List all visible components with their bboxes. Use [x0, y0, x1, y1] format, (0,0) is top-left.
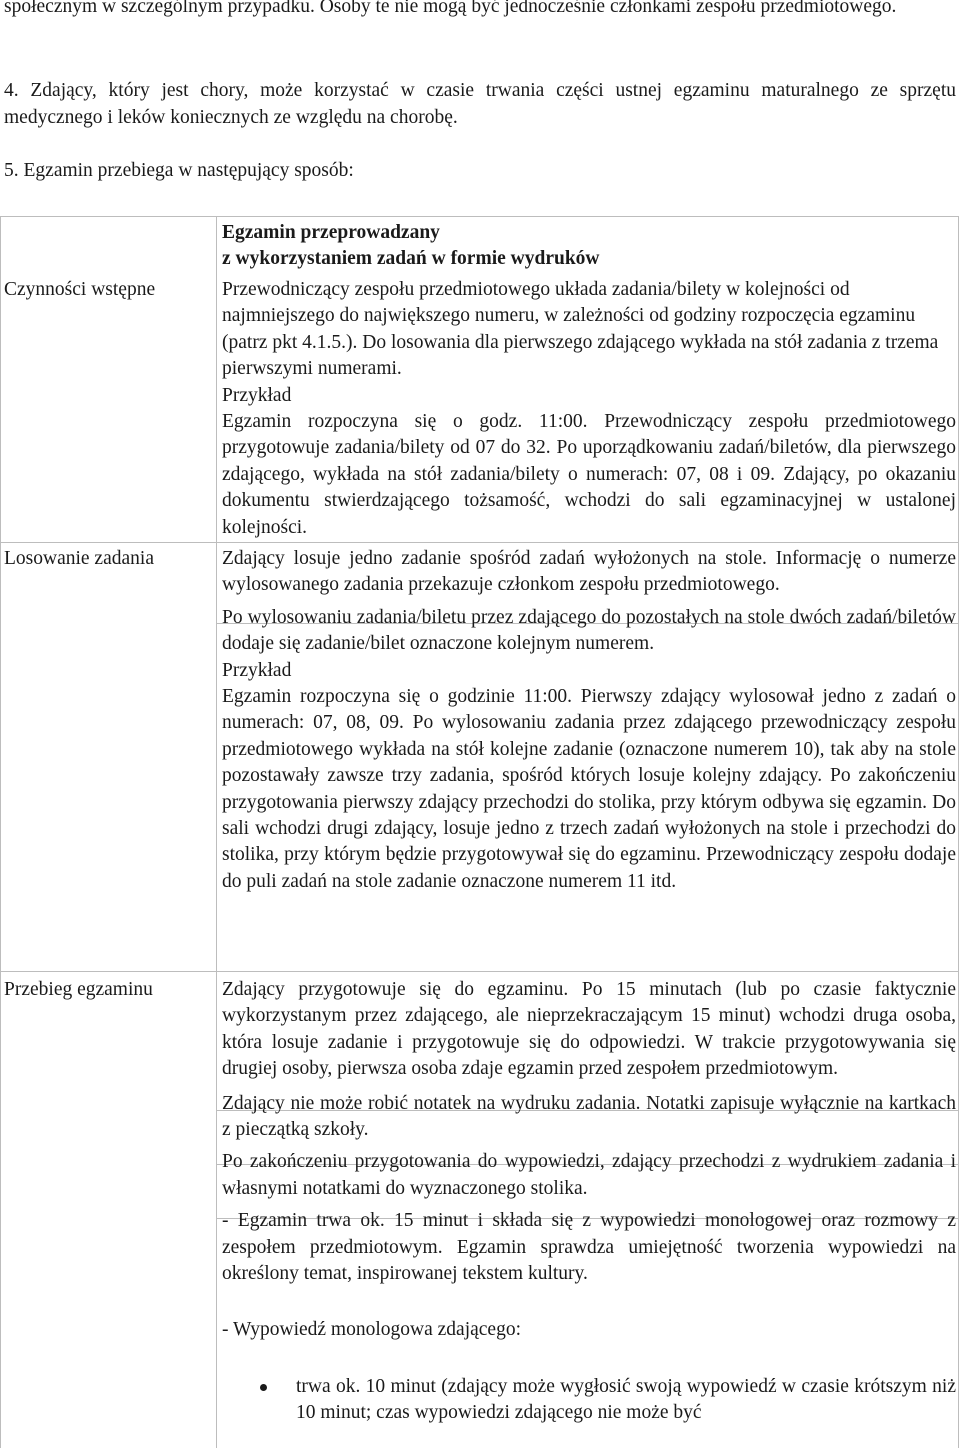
table-border-top: [0, 216, 959, 217]
bullet-list-item: [222, 1374, 956, 1427]
row-1-paragraph-2: Egzamin rozpoczyna się o godz. 11:00. Przewodniczący zespołu przedmiotowego przygotowuje zadania/bilety od 07 do 32. Po uporządkowaniu zadań/biletów, dla pierwszego zdającego, wykłada na stół zadania/bilety o numerach: 07, 08 i 09. Zdający, po okazaniu dokumentu stwierdzającego tożsamość, wchodzi do sali egzaminacyjnej w ustalonej kolejności.: [222, 411, 956, 538]
header-line-2: z wykorzystaniem zadań w formie wydruków: [222, 248, 600, 270]
header-line-1: Egzamin przeprowadzany: [222, 222, 440, 243]
row-1-example-label: Przykład: [222, 384, 292, 406]
row-2-example-label: Przykład: [222, 659, 292, 681]
table-border-right: [958, 216, 959, 1448]
row-2-content: [222, 546, 956, 895]
row-2-paragraph-1: Zdający losuje jedno zadanie spośród zadań wyłożonych na stole. Informację o numerze wylosowanego zadania przekazuje członkom zespołu przedmiotowego.: [222, 548, 956, 596]
row-3-paragraph-4: - Egzamin trwa ok. 15 minut i składa się z wypowiedzi monologowej oraz rozmowy z zespołem przedmiotowym. Egzamin sprawdza umiejętność tworzenia wypowiedzi na określony temat, inspirowanej tekstem kultury.: [222, 1210, 956, 1285]
row-2-paragraph-2: Po wylosowaniu zadania/biletu przez zdającego do pozostałych na stole dwóch zadań/biletów dodaje się zadanie/bilet oznaczone kolejnym numerem.: [222, 606, 956, 655]
row-3-content: [222, 977, 956, 1427]
row-3-paragraph-2: Zdający nie może robić notatek na wydruku zadania. Notatki zapisuje wyłącznie na kartkach z pieczątką szkoły.: [222, 1092, 956, 1141]
row-label-losowanie-zadania: Losowanie zadania: [4, 548, 154, 569]
bullet-dot-icon: [260, 1384, 267, 1391]
bullet-1-text: trwa ok. 10 minut (zdający może wygłosić swoją wypowiedź w czasie krótszym niż 10 minut; czas wypowiedzi zdającego nie może być: [296, 1375, 956, 1424]
row-divider-2: [0, 971, 959, 972]
row-divider-1: [0, 542, 959, 543]
row-label-przebieg-egzaminu: Przebieg egzaminu: [4, 979, 153, 1000]
table-column-divider: [216, 216, 217, 1448]
table-border-left: [0, 216, 1, 1448]
row-label-czynnosci-wstepne: Czynności wstępne: [4, 279, 156, 300]
row-3-paragraph-1: Zdający przygotowuje się do egzaminu. Po 15 minutach (lub po czasie faktycznie wykorzystanym przez zdającego, ale nieprzekraczającym 15 minut) wchodzi druga osoba, która losuje zadanie i przygotowuje się do odpowiedzi. W trakcie przygotowywania się drugiej osoby, pierwsza osoba zdaje egzamin przed zespołem przedmiotowym.: [222, 979, 956, 1080]
row-3-paragraph-5: - Wypowiedź monologowa zdającego:: [222, 1319, 521, 1341]
point-4-paragraph: 4. Zdający, który jest chory, może korzystać w czasie trwania części ustnej egzaminu maturalnego ze sprzętu medycznego i leków koniecznych ze względu na chorobę.: [4, 80, 956, 128]
row-1-content: [222, 277, 956, 541]
table-header: [222, 220, 956, 273]
row-3-paragraph-3: Po zakończeniu przygotowania do wypowiedzi, zdający przechodzi z wydrukiem zadania i własnymi notatkami do wyznaczonego stolika.: [222, 1151, 956, 1199]
exam-procedure-table: [0, 216, 960, 1448]
row-1-paragraph-1: Przewodniczący zespołu przedmiotowego układa zadania/bilety w kolejności od najmniejszego do największego numeru, w zależności od godziny rozpoczęcia egzaminu (patrz pkt 4.1.5.). Do losowania dla pierwszego zdającego wykłada na stół zadania z trzema pierwszymi numerami.: [222, 279, 939, 380]
intro-paragraph: społecznym w szczególnym przypadku. Osoby te nie mogą być jednocześnie członkami zespołu przedmiotowego.: [4, 0, 897, 17]
point-5-paragraph: 5. Egzamin przebiega w następujący sposób:: [4, 160, 354, 181]
row-2-paragraph-3: Egzamin rozpoczyna się o godzinie 11:00. Pierwszy zdający wylosował jedno z zadań o numerach: 07, 08, 09. Po wylosowaniu zadania przez zdającego przewodniczący zespołu przedmiotowego wykłada na stół kolejne zadanie (oznaczone numerem 10), tak aby na stole pozostawały zawsze trzy zadania, spośród których losuje kolejny zdający. Po zakończeniu przygotowania pierwszy zdający przechodzi do stolika, przy którym odbywa się egzamin. Do sali wchodzi drugi zdający, losuje jedno z trzech zadań wyłożonych na stole i przechodzi do stolika, przy którym będzie przygotowywał się do egzaminu. Przewodniczący zespołu dodaje do puli zadań na stole zadanie oznaczone numerem 11 itd.: [222, 686, 956, 892]
